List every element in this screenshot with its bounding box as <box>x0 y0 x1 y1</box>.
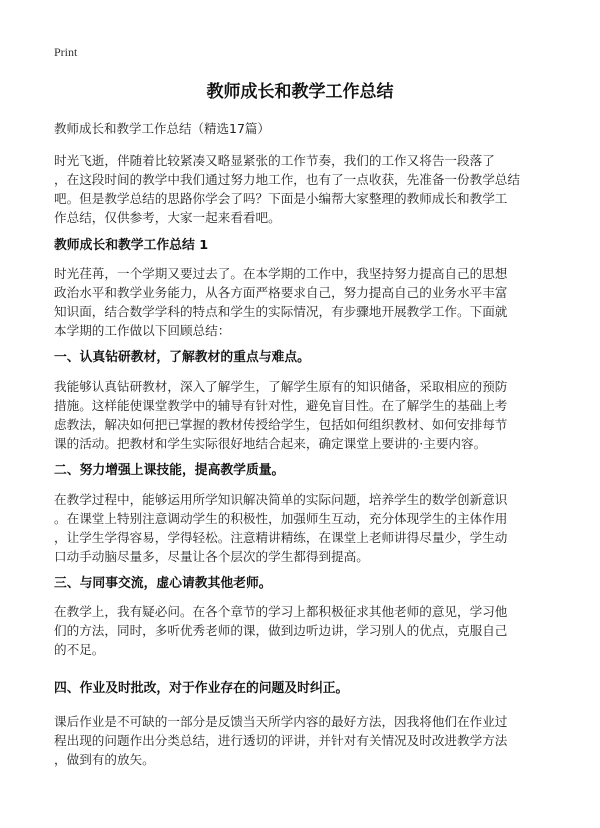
paragraph-line: 虑教法，解决如何把已掌握的教材传授给学生，包括如何组织教材、如何安排每节 <box>54 417 508 432</box>
paragraph-line: ，做到有的放矢。 <box>54 752 155 767</box>
point-heading-3: 三、与同事交流，虚心请教其他老师。 <box>54 576 272 591</box>
paragraph-line: 。在课堂上特别注意调动学生的积极性，加强师生互动，充分体现学生的主体作用 <box>54 511 508 526</box>
paragraph-line: 们的方法，同时，多听优秀老师的课，做到边听边讲，学习别人的优点，克服自己 <box>54 623 508 638</box>
point-paragraph-2 <box>54 490 554 566</box>
section-intro-paragraph <box>54 264 554 340</box>
paragraph-line: 政治水平和教学业务能力，从各方面严格要求自己，努力提高自己的业务水平丰富 <box>54 285 508 300</box>
subtitle: 教师成长和教学工作总结（精选17篇） <box>54 121 270 136</box>
point-paragraph-1 <box>54 377 554 453</box>
section-title: 教师成长和教学工作总结 1 <box>54 238 209 253</box>
point-heading-1: 一、认真钻研教材，了解教材的重点与难点。 <box>54 350 310 365</box>
paragraph-line: 作总结，仅供参考，大家一起来看看吧。 <box>54 210 281 225</box>
paragraph-line: 程出现的问题作出分类总结，进行透切的评讲，并针对有关情况及时改进教学方法 <box>54 733 508 748</box>
paragraph-line: 本学期的工作做以下回顾总结： <box>54 323 231 338</box>
paragraph-line: ，在这段时间的教学中我们通过努力地工作，也有了一点收获，先准备一份教学总结 <box>54 172 520 187</box>
paragraph-line: 在教学上，我有疑必问。在各个章节的学习上都积极征求其他老师的意见，学习他 <box>54 604 508 619</box>
paragraph-line: 在教学过程中，能够运用所学知识解决简单的实际问题，培养学生的数学创新意识 <box>54 492 508 507</box>
paragraph-line: ，让学生学得容易，学得轻松。注意精讲精练，在课堂上老师讲得尽量少，学生动 <box>54 530 508 545</box>
paragraph-line: 知识面，结合数学学科的特点和学生的实际情况，有步骤地开展教学工作。下面就 <box>54 304 508 319</box>
point-paragraph-4 <box>54 712 554 769</box>
paragraph-line: 时光飞逝，伴随着比较紧凑又略显紧张的工作节奏，我们的工作又将告一段落了 <box>54 153 495 168</box>
point-paragraph-3 <box>54 602 554 659</box>
point-heading-2: 二、努力增强上课技能，提高教学质量。 <box>54 463 285 478</box>
paragraph-line: 口动手动脑尽量多，尽量让各个层次的学生都得到提高。 <box>54 549 369 564</box>
paragraph-line: 时光荏苒，一个学期又要过去了。在本学期的工作中，我坚持努力提高自己的思想 <box>54 266 508 281</box>
page-title: 教师成长和教学工作总结 <box>206 82 394 102</box>
intro-paragraph <box>54 151 554 227</box>
paragraph-line: 我能够认真钻研教材，深入了解学生，了解学生原有的知识储备，采取相应的预防 <box>54 379 508 394</box>
paragraph-line: 措施。这样能使课堂教学中的辅导有针对性，避免盲目性。在了解学生的基础上考 <box>54 398 508 413</box>
paragraph-line: 吧。但是教学总结的思路你学会了吗？下面是小编帮大家整理的教师成长和教学工 <box>54 191 508 206</box>
paragraph-line: 的不足。 <box>54 642 105 657</box>
paragraph-line: 课的活动。把教材和学生实际很好地结合起来，确定课堂上要讲的·主要内容。 <box>54 436 487 451</box>
paragraph-line: 课后作业是不可缺的一部分是反馈当天所学内容的最好方法，因我将他们在作业过 <box>54 714 508 729</box>
point-heading-4: 四、作业及时批改，对于作业存在的问题及时纠正。 <box>54 681 349 696</box>
print-link[interactable]: Print <box>54 45 78 59</box>
